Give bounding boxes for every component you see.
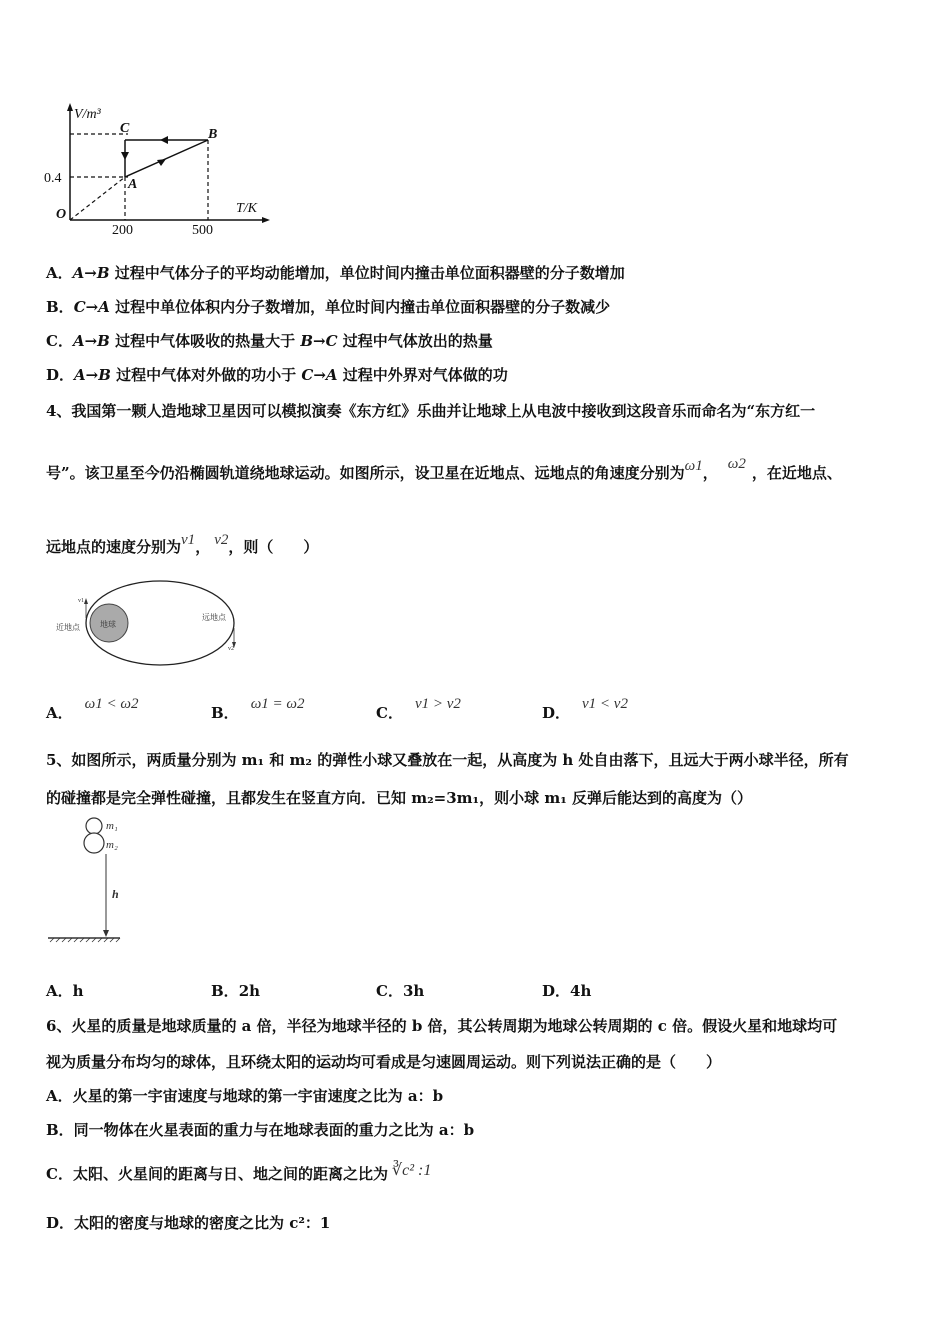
y-axis-arrow [67, 103, 73, 111]
q3-option-a[interactable]: A．A→B 过程中气体分子的平均动能增加，单位时间内撞击单位面积器壁的分子数增加 [46, 264, 625, 282]
option-letter: D． [46, 366, 75, 384]
x-axis-label: T/K [236, 201, 258, 216]
m2-label: m₂ [106, 839, 118, 851]
q4-stem-line2: 号”。该卫星至今仍沿椭圆轨道绕地球运动。如图所示，设卫星在近地点、远地点的角速度分别为ω1， ω2 ，在近地点、 [46, 456, 842, 482]
q5-option-d[interactable]: D．4h [542, 982, 592, 1000]
v1: v1 [181, 532, 196, 548]
q5-stem-line2: 的碰撞都是完全弹性碰撞，且都发生在竖直方向．已知 m₂=3m₁，则小球 m₁ 反弹后能达到的高度为（） [46, 789, 753, 807]
q4-stem-line3: 远地点的速度分别为v1， v2，则（ ） [46, 532, 319, 556]
v2: v2 [214, 532, 229, 548]
v2-label: v2 [228, 646, 234, 652]
q4-option-c[interactable]: C． v1 > v2 [376, 696, 461, 722]
q3-option-c[interactable]: C．A→B 过程中气体吸收的热量大于 B→C 过程中气体放出的热量 [46, 332, 493, 350]
two-balls-diagram [44, 814, 134, 946]
q6-stem-line2: 视为质量分布均匀的球体，且环绕太阳的运动均可看成是匀速圆周运动。则下列说法正确的是（ ） [46, 1053, 722, 1071]
point-label-b: B [208, 127, 218, 142]
option-letter: C． [46, 332, 73, 350]
q6-option-b[interactable]: B．同一物体在火星表面的重力与在地球表面的重力之比为 a：b [46, 1121, 475, 1139]
ball-m2 [84, 833, 104, 853]
h-label: h [112, 887, 119, 901]
q4-option-a[interactable]: A． ω1 < ω2 [46, 696, 139, 722]
line-a-b [125, 140, 208, 177]
y-tick-label: 0.4 [44, 171, 62, 186]
orbit-diagram [52, 578, 242, 670]
option-letter: B． [46, 298, 74, 316]
q4-option-d[interactable]: D． v1 < v2 [542, 696, 628, 722]
q4-stem-line1: 4、我国第一颗人造地球卫星因可以模拟演奏《东方红》乐曲并让地球上从电波中接收到这段音乐而命名为“东方红一 [46, 402, 816, 420]
q3-option-d[interactable]: D．A→B 过程中气体对外做的功小于 C→A 过程中外界对气体做的功 [46, 366, 508, 384]
omega2: ω2 [727, 456, 746, 472]
ball-m1 [86, 818, 102, 834]
omega1: ω1 [684, 458, 703, 474]
q6-option-d[interactable]: D．太阳的密度与地球的密度之比为 c²：1 [46, 1214, 331, 1232]
m1-label: m₁ [106, 820, 118, 832]
near-point-label: 近地点 [56, 623, 80, 632]
cube-root-c-squared: ∛c² :1 [391, 1162, 432, 1179]
far-point-label: 远地点 [202, 613, 226, 622]
x-axis-arrow [262, 217, 270, 223]
option-letter: A． [46, 264, 73, 282]
q3-option-b[interactable]: B．C→A 过程中单位体积内分子数增加，单位时间内撞击单位面积器壁的分子数减少 [46, 298, 611, 316]
x-tick-label: 200 [112, 223, 133, 235]
y-axis-label: V/m³ [74, 107, 101, 122]
v1-label: v1 [78, 598, 84, 604]
vt-graph [40, 100, 280, 235]
q6-option-a[interactable]: A．火星的第一宇宙速度与地球的第一宇宙速度之比为 a：b [46, 1087, 444, 1105]
q6-stem-line1: 6、火星的质量是地球质量的 a 倍，半径为地球半径的 b 倍，其公转周期为地球公转周期的 c 倍。假设火星和地球均可 [46, 1017, 838, 1035]
q5-option-b[interactable]: B．2h [211, 982, 261, 1000]
q6-option-c[interactable]: C．太阳、火星间的距离与日、地之间的距离之比为 ∛c² :1 [46, 1162, 432, 1183]
q5-option-c[interactable]: C．3h [376, 982, 425, 1000]
q5-option-a[interactable]: A．h [46, 982, 84, 1000]
earth-label: 地球 [100, 620, 116, 629]
x-tick-label: 500 [192, 223, 213, 235]
point-label-c: C [120, 121, 130, 136]
q4-option-b[interactable]: B． ω1 = ω2 [211, 696, 305, 722]
point-label-a: A [128, 177, 138, 192]
origin-label: O [56, 207, 67, 222]
q5-stem-line1: 5、如图所示，两质量分别为 m₁ 和 m₂ 的弹性小球又叠放在一起，从高度为 h 处自由落下，且远大于两小球半径，所有 [46, 751, 849, 769]
